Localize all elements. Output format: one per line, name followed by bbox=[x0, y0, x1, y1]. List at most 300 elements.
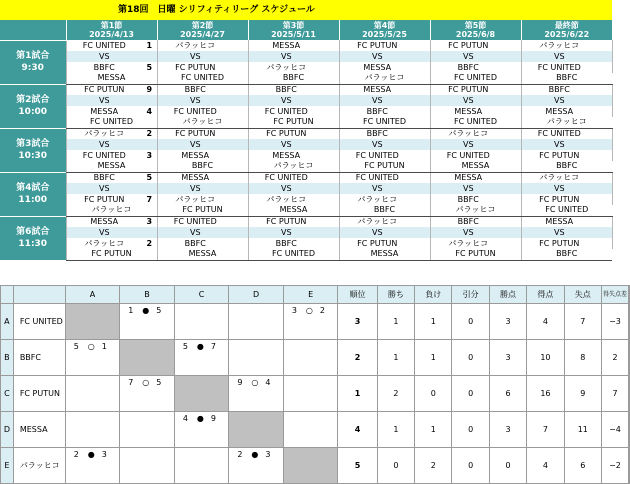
goals-against: 5 bbox=[156, 306, 162, 315]
score-cell bbox=[415, 227, 430, 238]
vs-label: VS bbox=[248, 139, 324, 150]
team-name: MESSA bbox=[521, 106, 597, 117]
referee-team: BBFC bbox=[157, 161, 248, 172]
round-header-5 bbox=[430, 20, 521, 40]
score-cell bbox=[415, 128, 430, 139]
vs-label: VS bbox=[339, 95, 415, 106]
team-name: BBFC bbox=[430, 216, 506, 227]
stat-points: 0 bbox=[489, 448, 526, 484]
self-match-cell bbox=[65, 304, 120, 340]
score-cell bbox=[233, 183, 248, 194]
vs-label: VS bbox=[430, 139, 506, 150]
score-cell bbox=[324, 216, 339, 227]
match-name: 第6試合 bbox=[16, 227, 50, 238]
score-cell bbox=[506, 227, 521, 238]
standings-row bbox=[1, 448, 630, 484]
score-cell: 2 bbox=[142, 238, 157, 249]
score-cell bbox=[324, 40, 339, 51]
team-name: FC UNITED bbox=[157, 106, 233, 117]
score-cell bbox=[324, 106, 339, 117]
result-cell bbox=[120, 412, 175, 448]
score-cell bbox=[233, 194, 248, 205]
referee-team: パラッヒコ bbox=[430, 205, 521, 216]
team-name: MESSA bbox=[248, 150, 324, 161]
score-cell bbox=[506, 106, 521, 117]
referee-team: MESSA bbox=[157, 249, 248, 260]
header-rank: 順位 bbox=[338, 286, 377, 304]
standings-corner bbox=[1, 286, 14, 304]
goals-against: 1 bbox=[101, 342, 107, 351]
match-time: 10:00 bbox=[18, 107, 48, 117]
result-cell bbox=[120, 304, 175, 340]
team-name: FC UNITED bbox=[430, 150, 506, 161]
result-cell bbox=[65, 412, 120, 448]
result-cell bbox=[283, 376, 338, 412]
stat-points: 6 bbox=[489, 376, 526, 412]
stat-points: 3 bbox=[489, 340, 526, 376]
score-cell bbox=[597, 150, 612, 161]
goals-against: 5 bbox=[156, 378, 162, 387]
goals-against: 4 bbox=[265, 378, 271, 387]
team-name: BBFC bbox=[66, 172, 142, 183]
row-spacer bbox=[629, 340, 630, 376]
header-ga: 失点 bbox=[564, 286, 601, 304]
score-cell bbox=[506, 139, 521, 150]
opponent-col-header: C bbox=[174, 286, 229, 304]
score-cell bbox=[597, 84, 612, 95]
team-name: BBFC bbox=[430, 194, 506, 205]
referee-team: BBFC bbox=[521, 161, 612, 172]
match-name: 第3試合 bbox=[16, 139, 50, 149]
score-cell bbox=[415, 216, 430, 227]
match-time: 10:30 bbox=[18, 151, 48, 161]
score-cell bbox=[415, 95, 430, 106]
standings-corner-team bbox=[13, 286, 65, 304]
goals-for: 1 bbox=[128, 306, 134, 315]
round-label: 最終節 bbox=[554, 21, 579, 30]
referee-team: パラッヒコ bbox=[248, 161, 339, 172]
team-name: パラッヒコ bbox=[339, 216, 415, 227]
stat-losses: 1 bbox=[415, 304, 452, 340]
team-name: BBFC bbox=[521, 84, 597, 95]
stat-gf: 7 bbox=[527, 412, 564, 448]
vs-label: VS bbox=[339, 227, 415, 238]
score-cell bbox=[597, 238, 612, 249]
score-cell bbox=[324, 139, 339, 150]
match-name: 第1試合 bbox=[16, 51, 50, 61]
stat-draws: 0 bbox=[452, 376, 489, 412]
round-date: 2025/6/22 bbox=[544, 30, 590, 39]
vs-label: VS bbox=[430, 95, 506, 106]
goals-for: 5 bbox=[182, 342, 188, 351]
score-cell bbox=[597, 62, 612, 73]
team-name: パラッヒコ bbox=[157, 194, 233, 205]
row-spacer bbox=[629, 304, 630, 340]
vs-label: VS bbox=[157, 227, 233, 238]
team-name: MESSA bbox=[521, 216, 597, 227]
goals-against: 2 bbox=[319, 306, 325, 315]
score-cell bbox=[233, 40, 248, 51]
header-corner bbox=[0, 20, 66, 40]
score-cell bbox=[597, 194, 612, 205]
match-3-row-bottom bbox=[0, 150, 612, 161]
result-mark: ● bbox=[196, 414, 204, 423]
result-mark: ● bbox=[142, 306, 150, 315]
referee-team: FC PUTUN bbox=[339, 161, 430, 172]
standings-row bbox=[1, 304, 630, 340]
vs-label: VS bbox=[157, 183, 233, 194]
stat-gd: 7 bbox=[601, 376, 628, 412]
header-spacer bbox=[629, 286, 630, 304]
stat-gd: −4 bbox=[601, 412, 628, 448]
match-name: 第2試合 bbox=[16, 95, 50, 105]
score-cell: 7 bbox=[142, 194, 157, 205]
score-cell bbox=[142, 183, 157, 194]
score-cell bbox=[233, 62, 248, 73]
score-cell bbox=[324, 128, 339, 139]
team-name: パラッヒコ bbox=[157, 40, 233, 51]
team-name: パラッヒコ bbox=[339, 194, 415, 205]
score-cell bbox=[233, 84, 248, 95]
result-mark: ○ bbox=[142, 378, 150, 387]
stat-draws: 0 bbox=[452, 340, 489, 376]
row-team-name: BBFC bbox=[13, 340, 65, 376]
score-cell bbox=[597, 128, 612, 139]
result-cell bbox=[229, 376, 284, 412]
score-cell bbox=[597, 227, 612, 238]
score-cell bbox=[506, 51, 521, 62]
team-name: BBFC bbox=[248, 238, 324, 249]
row-team-name: パラッヒコ bbox=[13, 448, 65, 484]
referee-team: パラッヒコ bbox=[339, 73, 430, 84]
referee-team: MESSA bbox=[248, 205, 339, 216]
match-5-row-bottom bbox=[0, 238, 612, 249]
score-cell bbox=[233, 216, 248, 227]
team-name: パラッヒコ bbox=[248, 62, 324, 73]
match-5-row-top bbox=[0, 216, 612, 227]
referee-team: パラッヒコ bbox=[157, 117, 248, 128]
match-label-3 bbox=[0, 128, 66, 172]
round-label: 第1節 bbox=[100, 21, 123, 30]
score-cell bbox=[415, 40, 430, 51]
stat-ga: 11 bbox=[564, 412, 601, 448]
score-cell bbox=[324, 84, 339, 95]
stat-draws: 0 bbox=[452, 412, 489, 448]
header-draws: 引分 bbox=[452, 286, 489, 304]
vs-label: VS bbox=[248, 183, 324, 194]
team-name: MESSA bbox=[157, 150, 233, 161]
row-team-name: FC UNITED bbox=[13, 304, 65, 340]
match-2-row-top bbox=[0, 84, 612, 95]
referee-team: パラッヒコ bbox=[521, 117, 612, 128]
goals-against: 3 bbox=[101, 450, 107, 459]
match-1-row-top bbox=[0, 40, 612, 51]
stat-rank: 1 bbox=[338, 376, 377, 412]
stat-wins: 1 bbox=[377, 412, 414, 448]
team-name: パラッヒコ bbox=[248, 194, 324, 205]
team-name: BBFC bbox=[157, 84, 233, 95]
goals-for: 7 bbox=[128, 378, 134, 387]
referee-team: パラッヒコ bbox=[66, 205, 157, 216]
score-cell: 9 bbox=[142, 84, 157, 95]
round-label: 第3節 bbox=[282, 21, 305, 30]
score-cell bbox=[142, 95, 157, 106]
vs-label: VS bbox=[248, 51, 324, 62]
vs-label: VS bbox=[339, 183, 415, 194]
goals-for: 2 bbox=[73, 450, 79, 459]
header-points: 勝点 bbox=[489, 286, 526, 304]
team-name: パラッヒコ bbox=[521, 40, 597, 51]
result-cell bbox=[120, 448, 175, 484]
match-3-row-ref bbox=[0, 161, 612, 172]
score-cell bbox=[142, 51, 157, 62]
vs-label: VS bbox=[66, 51, 142, 62]
team-name: MESSA bbox=[339, 84, 415, 95]
match-1-row-vs bbox=[0, 51, 612, 62]
stat-draws: 0 bbox=[452, 448, 489, 484]
vs-label: VS bbox=[521, 227, 597, 238]
team-name: FC PUTUN bbox=[339, 238, 415, 249]
vs-label: VS bbox=[430, 51, 506, 62]
score-cell bbox=[597, 172, 612, 183]
score-cell: 2 bbox=[142, 128, 157, 139]
team-name: FC UNITED bbox=[339, 172, 415, 183]
team-name: FC PUTUN bbox=[521, 150, 597, 161]
score-cell bbox=[415, 106, 430, 117]
stat-losses: 0 bbox=[415, 376, 452, 412]
stat-ga: 8 bbox=[564, 340, 601, 376]
match-5-row-ref bbox=[0, 249, 612, 260]
score-cell bbox=[415, 172, 430, 183]
referee-team: MESSA bbox=[430, 161, 521, 172]
referee-team: MESSA bbox=[66, 73, 157, 84]
goals-against: 7 bbox=[210, 342, 216, 351]
team-name: FC PUTUN bbox=[248, 216, 324, 227]
score-cell bbox=[597, 51, 612, 62]
score-cell bbox=[506, 238, 521, 249]
score-cell bbox=[506, 40, 521, 51]
score-cell bbox=[233, 238, 248, 249]
stat-ga: 7 bbox=[564, 304, 601, 340]
stat-gf: 10 bbox=[527, 340, 564, 376]
match-name: 第4試合 bbox=[16, 183, 50, 193]
stat-losses: 1 bbox=[415, 412, 452, 448]
score-cell bbox=[142, 227, 157, 238]
referee-team: FC PUTUN bbox=[66, 249, 157, 260]
round-date: 2025/4/27 bbox=[180, 30, 225, 39]
row-team-name: MESSA bbox=[13, 412, 65, 448]
result-cell bbox=[283, 412, 338, 448]
team-name: BBFC bbox=[339, 106, 415, 117]
row-team-name: FC PUTUN bbox=[13, 376, 65, 412]
team-name: MESSA bbox=[66, 106, 142, 117]
round-date: 2025/6/8 bbox=[455, 30, 496, 39]
round-label: 第4節 bbox=[373, 21, 396, 30]
score-cell bbox=[142, 139, 157, 150]
score-cell bbox=[233, 139, 248, 150]
team-name: FC PUTUN bbox=[157, 62, 233, 73]
round-header-1 bbox=[66, 20, 157, 40]
match-time: 9:30 bbox=[21, 63, 44, 73]
row-spacer bbox=[629, 448, 630, 484]
score-cell bbox=[415, 238, 430, 249]
row-letter: D bbox=[1, 412, 14, 448]
score-cell bbox=[506, 172, 521, 183]
score-cell bbox=[597, 183, 612, 194]
score-cell bbox=[506, 95, 521, 106]
row-letter: E bbox=[1, 448, 14, 484]
match-time: 11:30 bbox=[18, 239, 48, 250]
vs-label: VS bbox=[248, 227, 324, 238]
score-cell bbox=[233, 172, 248, 183]
score-cell bbox=[506, 194, 521, 205]
self-match-cell bbox=[283, 448, 338, 484]
team-name: FC PUTUN bbox=[339, 40, 415, 51]
referee-team: FC UNITED bbox=[430, 73, 521, 84]
header-wins: 勝ち bbox=[377, 286, 414, 304]
stat-wins: 1 bbox=[377, 304, 414, 340]
result-cell bbox=[120, 376, 175, 412]
vs-label: VS bbox=[521, 183, 597, 194]
stat-losses: 1 bbox=[415, 340, 452, 376]
row-letter: A bbox=[1, 304, 14, 340]
header-gd: 得失点差 bbox=[601, 286, 628, 304]
self-match-cell bbox=[229, 412, 284, 448]
team-name: FC PUTUN bbox=[248, 128, 324, 139]
referee-team: FC UNITED bbox=[248, 249, 339, 260]
team-name: MESSA bbox=[430, 106, 506, 117]
standings-section bbox=[0, 285, 630, 484]
team-name: FC PUTUN bbox=[66, 84, 142, 95]
team-name: FC UNITED bbox=[521, 128, 597, 139]
team-name: FC PUTUN bbox=[157, 128, 233, 139]
stat-gf: 4 bbox=[527, 448, 564, 484]
vs-label: VS bbox=[157, 95, 233, 106]
match-label-1 bbox=[0, 40, 66, 84]
round-date: 2025/5/25 bbox=[362, 30, 407, 39]
schedule-title: 第18回 日曜 シリフィティリーグ スケジュール bbox=[0, 0, 612, 20]
vs-label: VS bbox=[430, 227, 506, 238]
match-label-5 bbox=[0, 216, 66, 260]
round-header-3 bbox=[248, 20, 339, 40]
score-cell bbox=[597, 106, 612, 117]
stat-rank: 3 bbox=[338, 304, 377, 340]
self-match-cell bbox=[120, 340, 175, 376]
score-cell bbox=[324, 51, 339, 62]
match-3-row-vs bbox=[0, 139, 612, 150]
round-date: 2025/5/11 bbox=[271, 30, 316, 39]
score-cell bbox=[415, 51, 430, 62]
referee-team: FC UNITED bbox=[339, 117, 430, 128]
result-mark: ● bbox=[196, 342, 204, 351]
score-cell bbox=[597, 139, 612, 150]
score-cell bbox=[324, 238, 339, 249]
score-cell: 3 bbox=[142, 150, 157, 161]
vs-label: VS bbox=[66, 95, 142, 106]
row-letter: B bbox=[1, 340, 14, 376]
stat-ga: 6 bbox=[564, 448, 601, 484]
stat-gd: 2 bbox=[601, 340, 628, 376]
stat-wins: 2 bbox=[377, 376, 414, 412]
round-header-4 bbox=[339, 20, 430, 40]
vs-label: VS bbox=[430, 183, 506, 194]
team-name: FC PUTUN bbox=[430, 84, 506, 95]
score-cell bbox=[324, 62, 339, 73]
row-letter: C bbox=[1, 376, 14, 412]
result-cell bbox=[174, 304, 229, 340]
round-label: 第5節 bbox=[464, 21, 487, 30]
team-name: BBFC bbox=[66, 62, 142, 73]
stat-gf: 16 bbox=[527, 376, 564, 412]
score-cell bbox=[506, 62, 521, 73]
score-cell: 3 bbox=[142, 216, 157, 227]
stat-gd: −2 bbox=[601, 448, 628, 484]
score-cell bbox=[415, 183, 430, 194]
score-cell bbox=[233, 95, 248, 106]
score-cell bbox=[415, 62, 430, 73]
score-cell bbox=[597, 216, 612, 227]
team-name: パラッヒコ bbox=[66, 238, 142, 249]
team-name: パラッヒコ bbox=[521, 172, 597, 183]
goals-for: 4 bbox=[182, 414, 188, 423]
vs-label: VS bbox=[157, 139, 233, 150]
match-2-row-bottom bbox=[0, 106, 612, 117]
match-time: 11:00 bbox=[18, 195, 48, 205]
match-3-row-top bbox=[0, 128, 612, 139]
vs-label: VS bbox=[157, 51, 233, 62]
referee-team: FC PUTUN bbox=[157, 205, 248, 216]
round-header-2 bbox=[157, 20, 248, 40]
score-cell bbox=[506, 128, 521, 139]
team-name: BBFC bbox=[339, 128, 415, 139]
vs-label: VS bbox=[66, 139, 142, 150]
score-cell bbox=[324, 172, 339, 183]
stat-wins: 0 bbox=[377, 448, 414, 484]
opponent-col-header: D bbox=[229, 286, 284, 304]
referee-team: BBFC bbox=[521, 249, 612, 260]
result-cell bbox=[229, 304, 284, 340]
row-spacer bbox=[629, 412, 630, 448]
score-cell: 5 bbox=[142, 172, 157, 183]
team-name: FC UNITED bbox=[248, 106, 324, 117]
stat-draws: 0 bbox=[452, 304, 489, 340]
team-name: FC UNITED bbox=[339, 150, 415, 161]
referee-team: FC UNITED bbox=[66, 117, 157, 128]
score-cell bbox=[415, 139, 430, 150]
score-cell bbox=[233, 128, 248, 139]
team-name: MESSA bbox=[339, 62, 415, 73]
team-name: FC UNITED bbox=[157, 216, 233, 227]
standings-row bbox=[1, 412, 630, 448]
opponent-col-header: E bbox=[283, 286, 338, 304]
score-cell bbox=[324, 95, 339, 106]
team-name: FC PUTUN bbox=[521, 238, 597, 249]
referee-team: BBFC bbox=[521, 73, 612, 84]
team-name: MESSA bbox=[430, 172, 506, 183]
result-cell bbox=[65, 448, 120, 484]
score-cell bbox=[415, 84, 430, 95]
score-cell bbox=[324, 183, 339, 194]
stat-ga: 9 bbox=[564, 376, 601, 412]
stat-wins: 1 bbox=[377, 340, 414, 376]
vs-label: VS bbox=[521, 139, 597, 150]
stat-gd: −3 bbox=[601, 304, 628, 340]
score-cell bbox=[324, 194, 339, 205]
round-header-6 bbox=[521, 20, 612, 40]
result-cell bbox=[174, 340, 229, 376]
match-2-row-ref bbox=[0, 117, 612, 128]
score-cell bbox=[506, 216, 521, 227]
